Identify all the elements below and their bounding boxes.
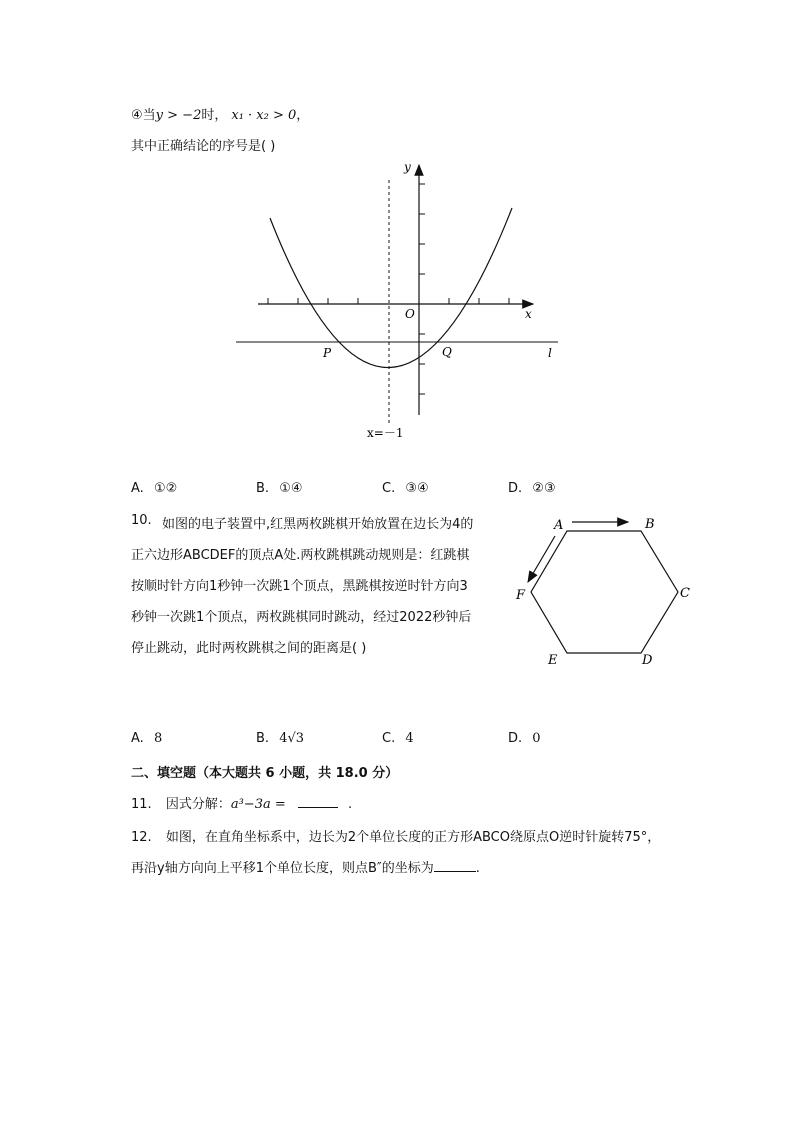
q9-option-b[interactable]: B. ①④ — [256, 481, 303, 496]
q9-prompt: 其中正确结论的序号是( ) — [131, 139, 276, 154]
vertex-b-label: B — [645, 517, 655, 532]
q12-text-1: 如图，在直角坐标系中，边长为2个单位长度的正方形ABCO绕原点O逆时针旋转75°， — [165, 830, 661, 845]
x-axis-label: x — [525, 307, 532, 321]
item-post: 时， — [201, 108, 228, 123]
q12-text-2: 再沿y轴方向向上平移1个单位长度，则点B″的坐标为 — [131, 861, 434, 876]
q10-option-c[interactable]: C. 4 — [382, 731, 414, 746]
q11-expression: a³−3a = — [230, 797, 286, 812]
parabola-curve — [270, 208, 512, 368]
point-p-label: P — [323, 346, 332, 360]
q11-answer-blank[interactable] — [298, 795, 338, 808]
q9-item4 — [131, 104, 309, 123]
symmetry-axis-label: x=－1 — [367, 426, 404, 440]
vertex-d-label: D — [642, 653, 653, 668]
item-marker: ④ — [131, 108, 143, 123]
black-piece-arrow — [528, 536, 555, 582]
point-q-label: Q — [442, 345, 452, 359]
y-ticks — [419, 184, 425, 394]
q12-line-1 — [131, 826, 660, 845]
q12-number: 12. — [131, 830, 152, 845]
q10-line-5: 停止跳动，此时两枚跳棋之间的距离是( ) — [131, 641, 367, 656]
q12-answer-blank[interactable] — [434, 859, 476, 872]
q10-line-1: 如图的电子装置中,红黑两枚跳棋开始放置在边长为4的 — [162, 517, 474, 532]
q9-option-d[interactable]: D. ②③ — [508, 481, 556, 496]
vertex-e-label: E — [548, 653, 558, 668]
item-pre: 当 — [142, 108, 156, 123]
conclusion: x₁ · x₂ > 0 — [231, 108, 297, 123]
y-axis-label: y — [404, 160, 411, 174]
q12-line-2 — [131, 857, 480, 876]
hexagon-shape — [531, 531, 678, 653]
origin-label: O — [405, 307, 415, 321]
q10-option-b[interactable]: B. 4√3 — [256, 731, 305, 746]
q11-text: 因式分解： — [165, 797, 231, 812]
condition: y > −2 — [155, 108, 202, 123]
q11-number: 11. — [131, 797, 152, 812]
q10-line-3: 按顺时针方向1秒钟一次跳1个顶点，黑跳棋按逆时针方向3 — [131, 579, 468, 594]
q9-option-c[interactable]: C. ③④ — [382, 481, 429, 496]
line-l-label: l — [548, 346, 552, 360]
q9-option-a[interactable]: A. ①② — [131, 481, 178, 496]
q11 — [131, 793, 352, 812]
vertex-a-label: A — [554, 518, 564, 533]
q10-option-a[interactable]: A. 8 — [131, 731, 163, 746]
item-tail: ， — [296, 108, 310, 123]
section-title: 二、填空题（本大题共 6 小题，共 18.0 分） — [131, 766, 399, 781]
q10-option-d[interactable]: D. 0 — [508, 731, 541, 746]
q11-end: . — [348, 797, 353, 812]
q12-end: . — [475, 861, 480, 876]
vertex-c-label: C — [680, 586, 690, 601]
vertex-f-label: F — [516, 588, 526, 603]
q10-line-2: 正六边形ABCDEF的顶点A处.两枚跳棋跳动规则是：红跳棋 — [131, 548, 470, 563]
x-ticks — [268, 298, 509, 304]
q10-number: 10. — [131, 513, 152, 528]
q10-line-4: 秒钟一次跳1个顶点，两枚跳棋同时跳动，经过2022秒钟后 — [131, 610, 472, 625]
